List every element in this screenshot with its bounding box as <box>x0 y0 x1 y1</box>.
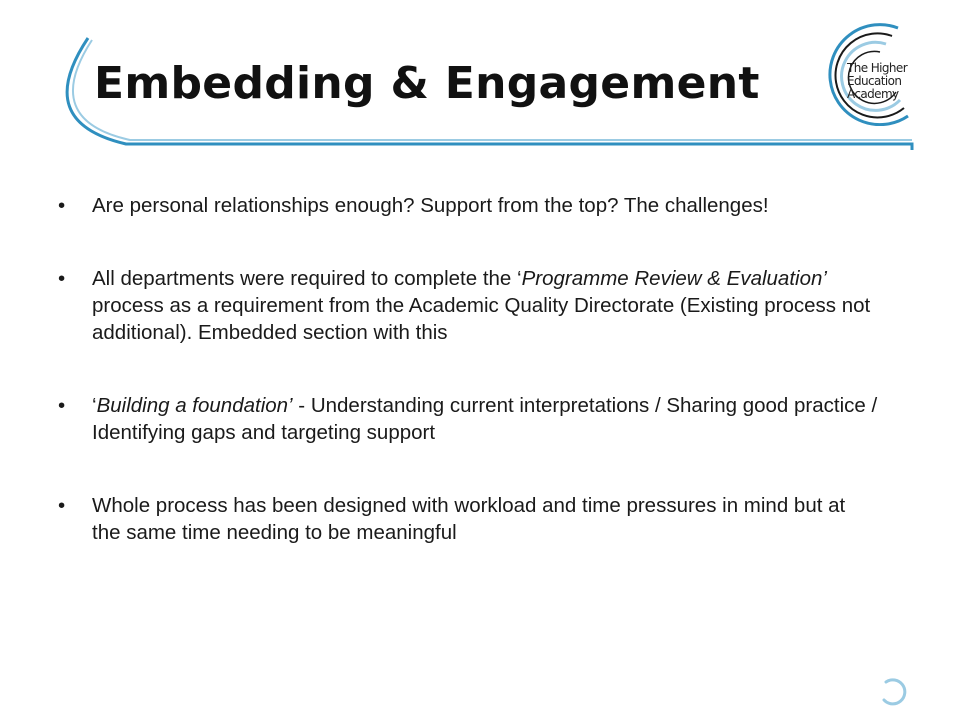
bullet-item <box>58 192 878 219</box>
bullet-text: Are personal relationships enough? Support from the top? The challenges! <box>92 194 769 217</box>
logo-line-3: Academy <box>847 87 899 101</box>
bullet-item <box>58 392 878 446</box>
logo-line-2: Education <box>847 74 902 88</box>
bullet-text-pre: ‘ <box>92 394 97 417</box>
corner-swirl-icon <box>876 672 912 708</box>
bullet-dot: • <box>58 494 66 517</box>
bullet-dot: • <box>58 267 66 290</box>
bullet-list <box>58 192 878 592</box>
slide-title: Embedding & Engagement <box>94 58 760 109</box>
bullet-item <box>58 492 878 546</box>
hea-logo-text <box>847 62 907 101</box>
bullet-text: Whole process has been designed with workload and time pressures in mind but at the same time needing to be meaningful <box>92 494 846 544</box>
bullet-text-post: process as a requirement from the Academic Quality Directorate (Existing process not additional). Embedded section with this <box>92 294 871 344</box>
bullet-text-post: - Understanding current interpretations / Sharing good practice / Identifying gaps and targeting support <box>92 394 878 444</box>
bullet-text-pre: All departments were required to complete the ‘ <box>92 267 522 290</box>
bullet-dot: • <box>58 194 66 217</box>
bullet-text-italic: Programme Review & Evaluation’ <box>521 267 827 290</box>
logo-line-1: The Higher <box>847 61 908 75</box>
bullet-text-italic: Building a foundation’ <box>96 394 293 417</box>
bullet-item <box>58 265 878 346</box>
bullet-dot: • <box>58 394 66 417</box>
